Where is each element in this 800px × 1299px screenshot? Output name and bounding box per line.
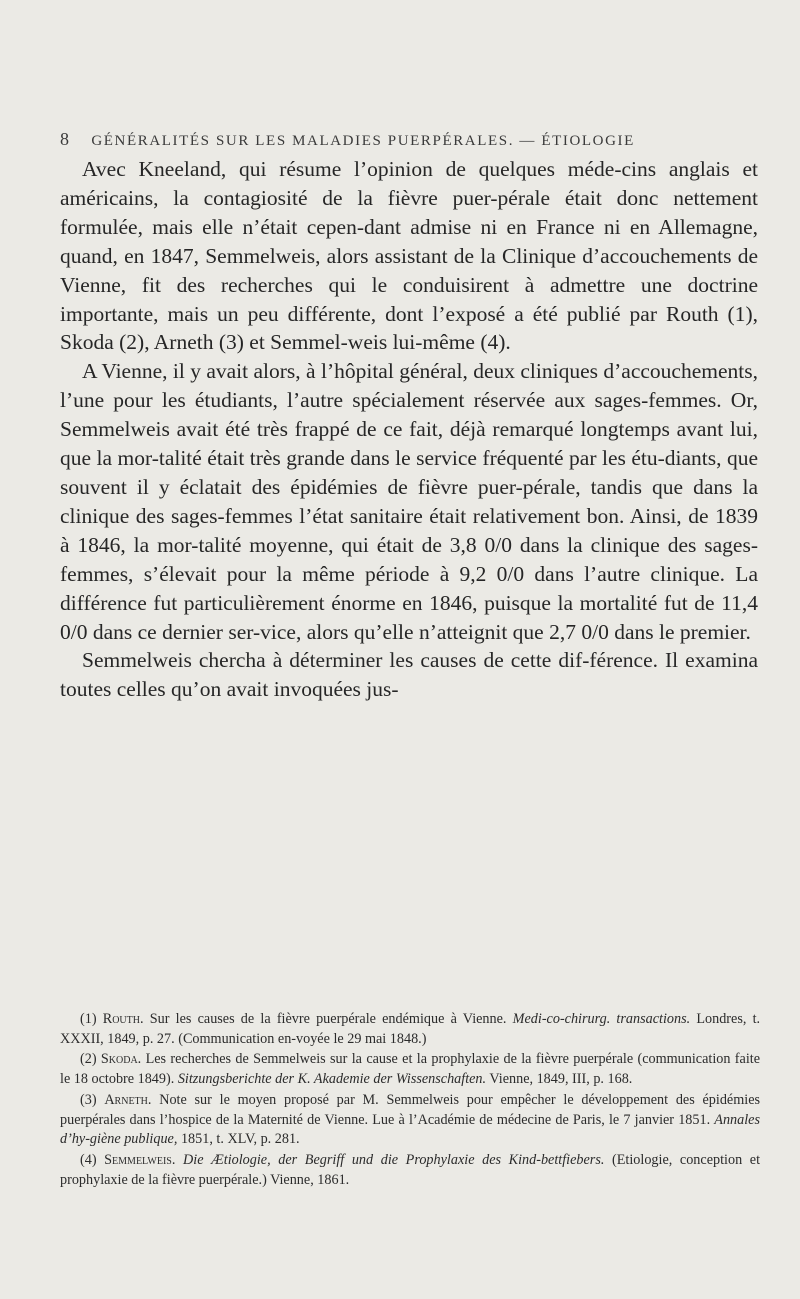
- footnote-details: Londres, t. XXXII, 1849, p. 27. (Communication en-voyée le 29 mai 1848.): [60, 1011, 761, 1047]
- footnote-text: Les recherches de Semmelweis sur la cause et la prophylaxie de la fièvre puerpérale (communication faite le 18 octobre 1849).: [60, 1051, 761, 1088]
- paragraph: A Vienne, il y avait alors, à l’hôpital général, deux cliniques d’accouchements, l’une pour les étudiants, l’autre spécialement réservée aux sages-femmes. Or, Semmelweis avait été très frappé de ce fait, déjà remarqué longtemps avant lui, que la mor-talité était très grande dans le service fréquenté par les étu-diants, que souvent il y éclatait des épidémies de fièvre puer-pérale, tandis que dans la clinique des sages-femmes l’état sanitaire était relativement bon. Ainsi, de 1839 à 1846, la mor-talité moyenne, qui était de 3,8 0/0 dans la clinique des sages-femmes, s’élevait pour la même période à 9,2 0/0 dans l’autre clinique. La différence fut particulièrement énorme en 1846, puisque la mortalité fut de 11,4 0/0 dans ce dernier ser-vice, alors qu’elle n’atteignit que 2,7 0/0 dans le premier.: [60, 359, 758, 644]
- footnote-source: Die Ætiologie, der Begriff und die Prophylaxie des Kind-bettfiebers.: [183, 1151, 605, 1168]
- footnote-text: Note sur le moyen proposé par M. Semmelweis pour empêcher le développement des épidémies puerpérales dans l’hospice de la Maternité de Vienne. Lue à l’Académie de médecine de Paris, le 7 janvier 1851.: [60, 1091, 761, 1128]
- paragraph: Semmelweis chercha à déterminer les causes de cette dif-férence. Il examina toutes celles qu’on avait invoquées jus-: [60, 648, 758, 702]
- footnote-author: Skoda.: [100, 1051, 142, 1068]
- footnote-source: Annales d’hy-giène publique,: [60, 1111, 761, 1148]
- footnotes: [60, 1010, 760, 1191]
- running-title: GÉNÉRALITÉS SUR LES MALADIES PUERPÉRALES. — ÉTIOLOGIE: [91, 133, 635, 149]
- paragraph: Avec Kneeland, qui résume l’opinion de quelques méde-cins anglais et américains, la contagiosité de la fièvre puer-pérale était donc nettement formulée, mais elle n’était cepen-dant admise ni en France ni en Allemagne, quand, en 1847, Semmelweis, alors assistant de la Clinique d’accouchements de Vienne, fit des recherches qui le conduisirent à admettre une doctrine importante, mais un peu différente, dont l’exposé a été publié par Routh (1), Skoda (2), Arneth (3) et Semmel-weis lui-même (4).: [60, 157, 758, 355]
- footnote: [60, 1050, 760, 1089]
- main-text: [60, 155, 758, 704]
- footnote-details: 1851, t. XLV, p. 281.: [180, 1131, 300, 1148]
- footnote-details: Vienne, 1849, III, p. 168.: [489, 1071, 633, 1088]
- footnote: [60, 1151, 760, 1190]
- footnote-source: Medi-co-chirurg. transactions.: [512, 1011, 691, 1027]
- footnote-source: Sitzungsberichte der K. Akademie der Wissenschaften.: [177, 1071, 487, 1088]
- footnote: [60, 1010, 760, 1049]
- footnote-details: (Etiologie, conception et prophylaxie de la fièvre puerpérale.) Vienne, 1861.: [60, 1151, 761, 1188]
- footnote-number: (2): [80, 1051, 97, 1068]
- footnote: [60, 1091, 760, 1150]
- footnote-author: Semmelweis.: [104, 1151, 176, 1168]
- footnote-author: Routh.: [102, 1011, 144, 1027]
- footnote-number: (4): [80, 1151, 97, 1168]
- page-number: 8: [60, 129, 69, 149]
- running-header: [60, 129, 760, 150]
- footnote-author: Arneth.: [104, 1091, 152, 1108]
- footnote-number: (1): [80, 1011, 97, 1027]
- footnote-number: (3): [80, 1091, 97, 1108]
- footnote-text: Sur les causes de la fièvre puerpérale endémique à Vienne.: [149, 1011, 507, 1027]
